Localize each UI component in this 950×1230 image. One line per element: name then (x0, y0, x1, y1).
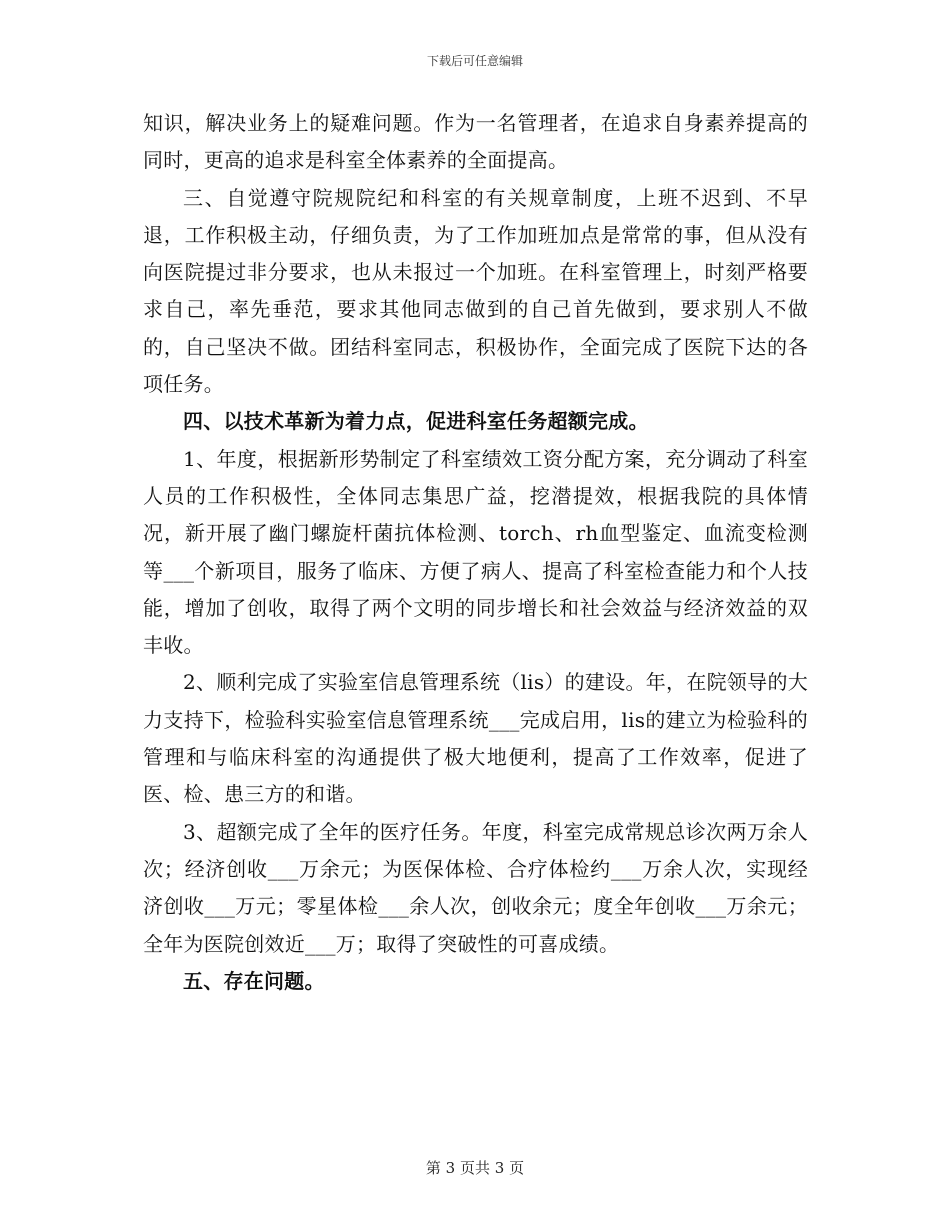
page-header: 下载后可任意编辑 (426, 54, 523, 68)
paragraph-continuation: 知识，解决业务上的疑难问题。作为一名管理者，在追求自身素养提高的同时，更高的追求是科室全体素养的全面提高。 (143, 111, 808, 173)
paragraph-item-three: 3、超额完成了全年的医疗任务。年度，科室完成常规总诊次两万余人次；经济创收___万余元；为医保体检、合疗体检约___万余人次，实现经济创收___万元；零星体检___余人次，创收余元；度全年创收___万余元；全年为医院创效近___万；取得了突破性的可喜成绩。 (143, 819, 808, 956)
paragraph-item-two: 2、顺利完成了实验室信息管理系统（lis）的建设。年，在院领导的大力支持下，检验科实验室信息管理系统___完成启用，lis的建立为检验科的管理和与临床科室的沟通提供了极大地便利，提高了工作效率，促进了医、检、患三方的和谐。 (143, 670, 808, 807)
document-body (143, 105, 808, 1000)
page-footer: 第 3 页共 3 页 (425, 1159, 525, 1177)
heading-section-five: 五、存在问题。 (183, 968, 325, 993)
heading-section-four: 四、以技术革新为着力点，促进科室任务超额完成。 (183, 409, 649, 434)
paragraph-item-one: 1、年度，根据新形势制定了科室绩效工资分配方案，充分调动了科室人员的工作积极性，全体同志集思广益，挖潜提效，根据我院的具体情况，新开展了幽门螺旋杆菌抗体检测、torch、rh血型鉴定、血流变检测等___个新项目，服务了临床、方便了病人、提高了科室检查能力和个人技能，增加了创收，取得了两个文明的同步增长和社会效益与经济效益的双丰收。 (143, 446, 808, 658)
paragraph-section-three: 三、自觉遵守院规院纪和科室的有关规章制度，上班不迟到、不早退，工作积极主动，仔细负责，为了工作加班加点是常常的事，但从没有向医院提过非分要求，也从未报过一个加班。在科室管理上，时刻严格要求自己，率先垂范，要求其他同志做到的自己首先做到，要求别人不做的，自己坚决不做。团结科室同志，积极协作，全面完成了医院下达的各项任务。 (143, 185, 808, 397)
